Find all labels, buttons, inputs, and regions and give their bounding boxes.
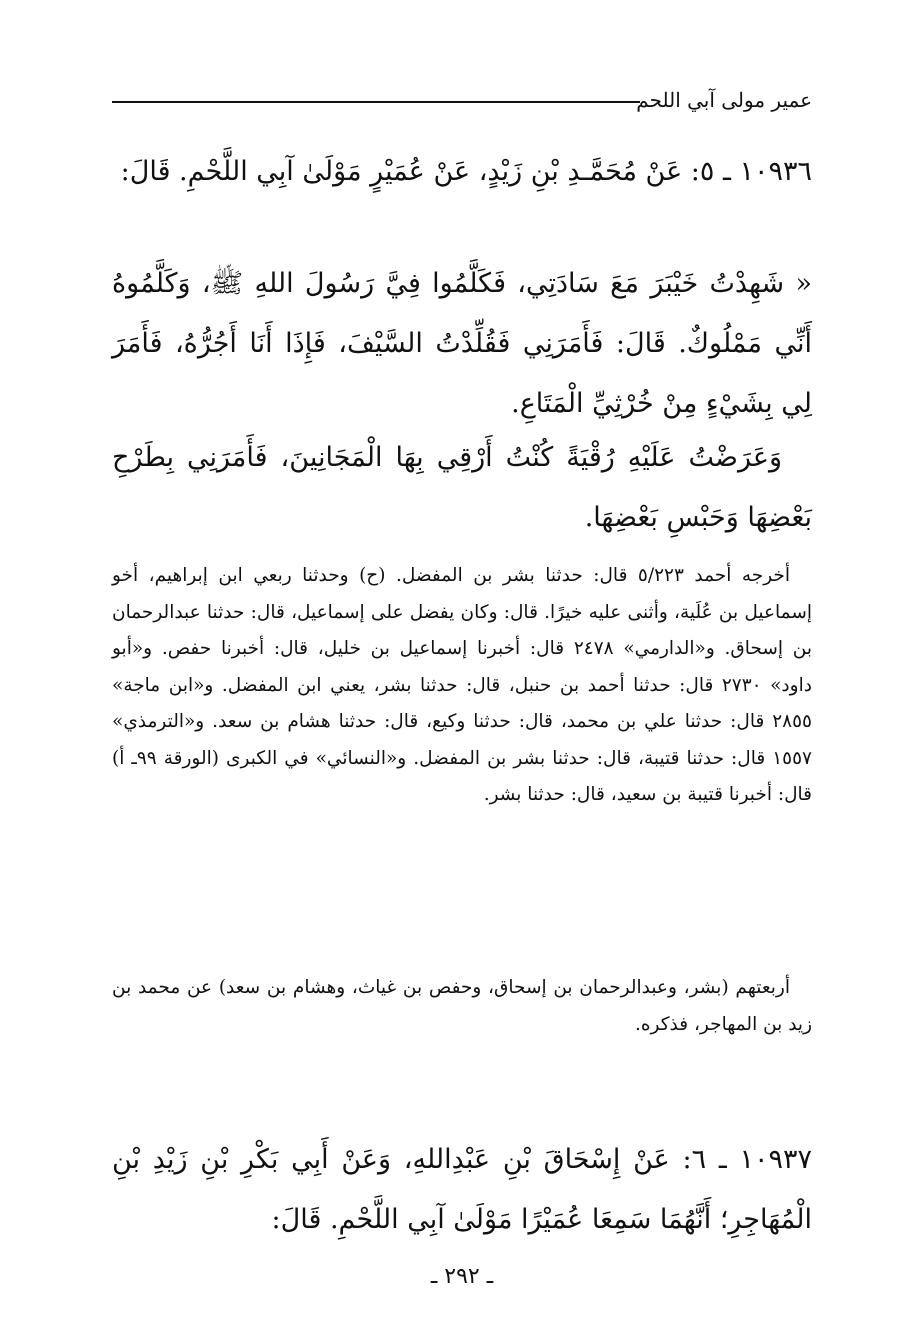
running-header — [112, 84, 812, 124]
takhrij-paragraph-1: أخرجه أحمد ٥/٢٢٣ قال: حدثنا بشر بن المفضل. (ح) وحدثنا ربعي ابن إبراهيم، أخو إسماعيل بن عُلَية، وأثنى عليه خيرًا. قال: وكان يفضل على إسماعيل، قال: حدثنا عبدالرحمان بن إسحاق. و«الدارمي» ٢٤٧٨ قال: أخبرنا إسماعيل بن خليل، قال: أخبرنا حفص. و«أبو داود» ٢٧٣٠ قال: حدثنا أحمد بن حنبل، قال: حدثنا بشر، يعني ابن المفضل. و«ابن ماجة» ٢٨٥٥ قال: حدثنا علي بن محمد، قال: حدثنا وكيع، قال: حدثنا هشام بن سعد. و«الترمذي» ١٥٥٧ قال: حدثنا قتيبة، قال: حدثنا بشر بن المفضل. و«النسائي» في الكبرى (الورقة ٩٩ـ أ) قال: أخبرنا قتيبة بن سعيد، قال: حدثنا بشر. — [112, 565, 812, 805]
hadith-10936-isnad: ١٠٩٣٦ ـ ٥: عَنْ مُحَمَّـدِ بْنِ زَيْدٍ، عَنْ عُمَيْرٍ مَوْلَىٰ آبِي اللَّحْمِ. قَالَ: — [120, 156, 812, 187]
header-rule — [112, 101, 640, 103]
hadith-10937-isnad: ١٠٩٣٧ ـ ٦: عَنْ إِسْحَاقَ بْنِ عَبْدِاللهِ، وَعَنْ أَبِي بَكْرِ بْنِ زَيْدِ بْنِ الْمُهَاجِرِ؛ أَنَّهُمَا سَمِعَا عُمَيْرًا مَوْلَىٰ آبِي اللَّحْمِ. قَالَ: — [112, 1144, 813, 1235]
header-title: عمير مولى آبي اللحم — [636, 88, 812, 112]
hadith-10936-matn-1: « شَهِدْتُ خَيْبَرَ مَعَ سَادَتِي، فَكَلَّمُوا فِيَّ رَسُولَ اللهِ ﷺ، وَكَلَّمُوهُ أَنِّي مَمْلُوكٌ. قَالَ: فَأَمَرَنِي فَقُلِّدْتُ السَّيْفَ، فَإِذَا أَنَا أَجُرُّهُ، فَأَمَرَ لِي بِشَيْءٍ مِنْ خُرْثِيِّ الْمَتَاعِ. — [112, 268, 812, 419]
takhrij-paragraph-2: أربعتهم (بشر، وعبدالرحمان بن إسحاق، وحفص بن غياث، وهشام بن سعد) عن محمد بن زيد بن المهاجر، فذكره. — [112, 977, 812, 1035]
page-number: ـ ٢٩٢ ـ — [430, 1264, 494, 1289]
hadith-10936-matn-2: وَعَرَضْتُ عَلَيْهِ رُقْيَةً كُنْتُ أَرْقِي بِهَا الْمَجَانِينَ، فَأَمَرَنِي بِطَرْحِ بَعْضِهَا وَحَبْسِ بَعْضِهَا. — [112, 442, 812, 533]
